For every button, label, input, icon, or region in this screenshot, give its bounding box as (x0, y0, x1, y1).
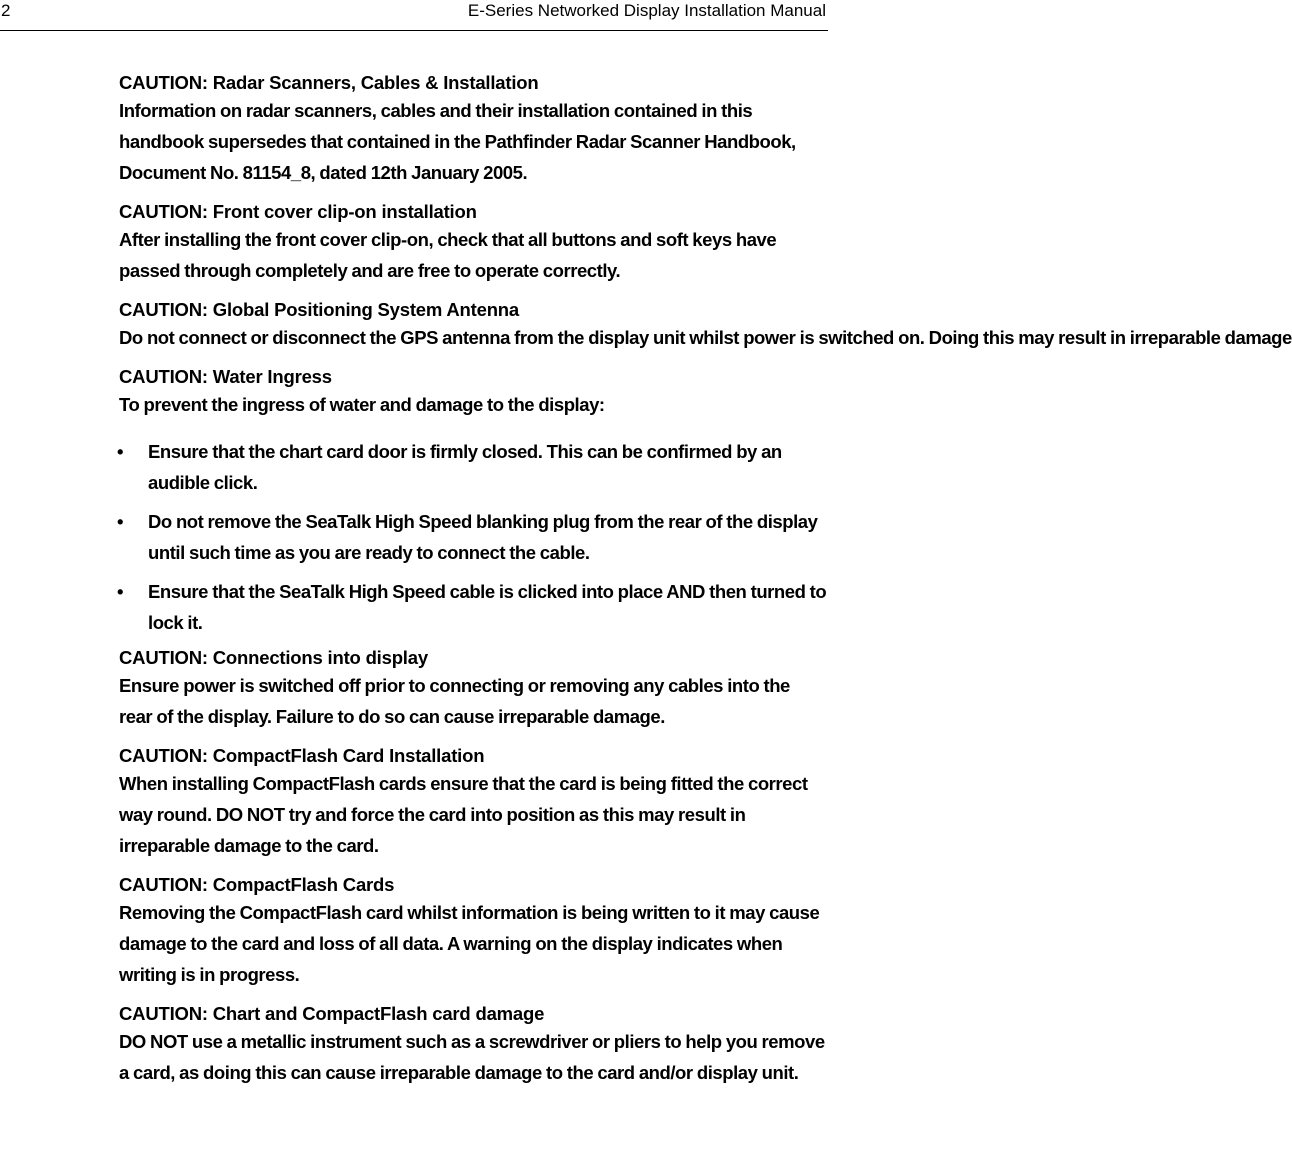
caution-body: To prevent the ingress of water and damage to the display: (119, 394, 605, 415)
page-header (0, 0, 828, 31)
list-item-text: Ensure that the chart card door is firmly closed. This can be confirmed by an audible click. (148, 441, 782, 493)
caution-connections (119, 646, 827, 732)
bullet-list (119, 436, 827, 638)
list-item (119, 576, 827, 638)
caution-title: CAUTION: Global Positioning System Antenna (119, 299, 519, 320)
list-item (119, 506, 827, 568)
caution-radar-scanners (119, 71, 827, 188)
caution-body: Information on radar scanners, cables and their installation contained in this handbook supersedes that contained in the Pathfinder Radar Scanner Handbook, Document No. 81154_8, dated 12th January 2005. (119, 100, 796, 183)
caution-title: CAUTION: Radar Scanners, Cables & Installation (119, 72, 539, 93)
caution-body: Do not connect or disconnect the GPS antenna from the display unit whilst power is switched on. Doing this may result in irreparable damage (119, 327, 1292, 348)
caution-body: When installing CompactFlash cards ensure that the card is being fitted the correct way round. DO NOT try and force the card into position as this may result in irreparable damage to the card. (119, 773, 808, 856)
caution-card-damage (119, 1002, 827, 1088)
caution-body: After installing the front cover clip-on, check that all buttons and soft keys have passed through completely and are free to operate correctly. (119, 229, 777, 281)
caution-body: DO NOT use a metallic instrument such as a screwdriver or pliers to help you remove a card, as doing this can cause irreparable damage to the card and/or display unit. (119, 1031, 825, 1083)
caution-water-ingress (119, 365, 827, 638)
bullet-marker: • (117, 511, 124, 532)
bullet-marker: • (117, 441, 124, 462)
caution-gps-antenna (119, 298, 1292, 353)
caution-compactflash-cards (119, 873, 827, 990)
bullet-marker: • (117, 581, 124, 602)
list-item (119, 436, 827, 498)
caution-front-cover (119, 200, 827, 286)
list-item-text: Ensure that the SeaTalk High Speed cable is clicked into place AND then turned to lock it. (148, 581, 827, 633)
caution-title: CAUTION: Water Ingress (119, 366, 332, 387)
caution-body: Ensure power is switched off prior to connecting or removing any cables into the rear of the display. Failure to do so can cause irreparable damage. (119, 675, 790, 727)
page-number: 2 (1, 1, 11, 20)
cautions-section (117, 71, 1292, 1100)
caution-compactflash-installation (119, 744, 827, 861)
caution-title: CAUTION: Chart and CompactFlash card damage (119, 1003, 545, 1024)
running-title: E-Series Networked Display Installation Manual (467, 1, 826, 20)
caution-title: CAUTION: Connections into display (119, 647, 428, 668)
list-item-text: Do not remove the SeaTalk High Speed blanking plug from the rear of the display until such time as you are ready to connect the cable. (148, 511, 818, 563)
caution-body: Removing the CompactFlash card whilst information is being written to it may cause damage to the card and loss of all data. A warning on the display indicates when writing is in progress. (119, 902, 820, 985)
caution-title: CAUTION: CompactFlash Card Installation (119, 745, 485, 766)
caution-title: CAUTION: Front cover clip-on installation (119, 201, 477, 222)
caution-title: CAUTION: CompactFlash Cards (119, 874, 395, 895)
